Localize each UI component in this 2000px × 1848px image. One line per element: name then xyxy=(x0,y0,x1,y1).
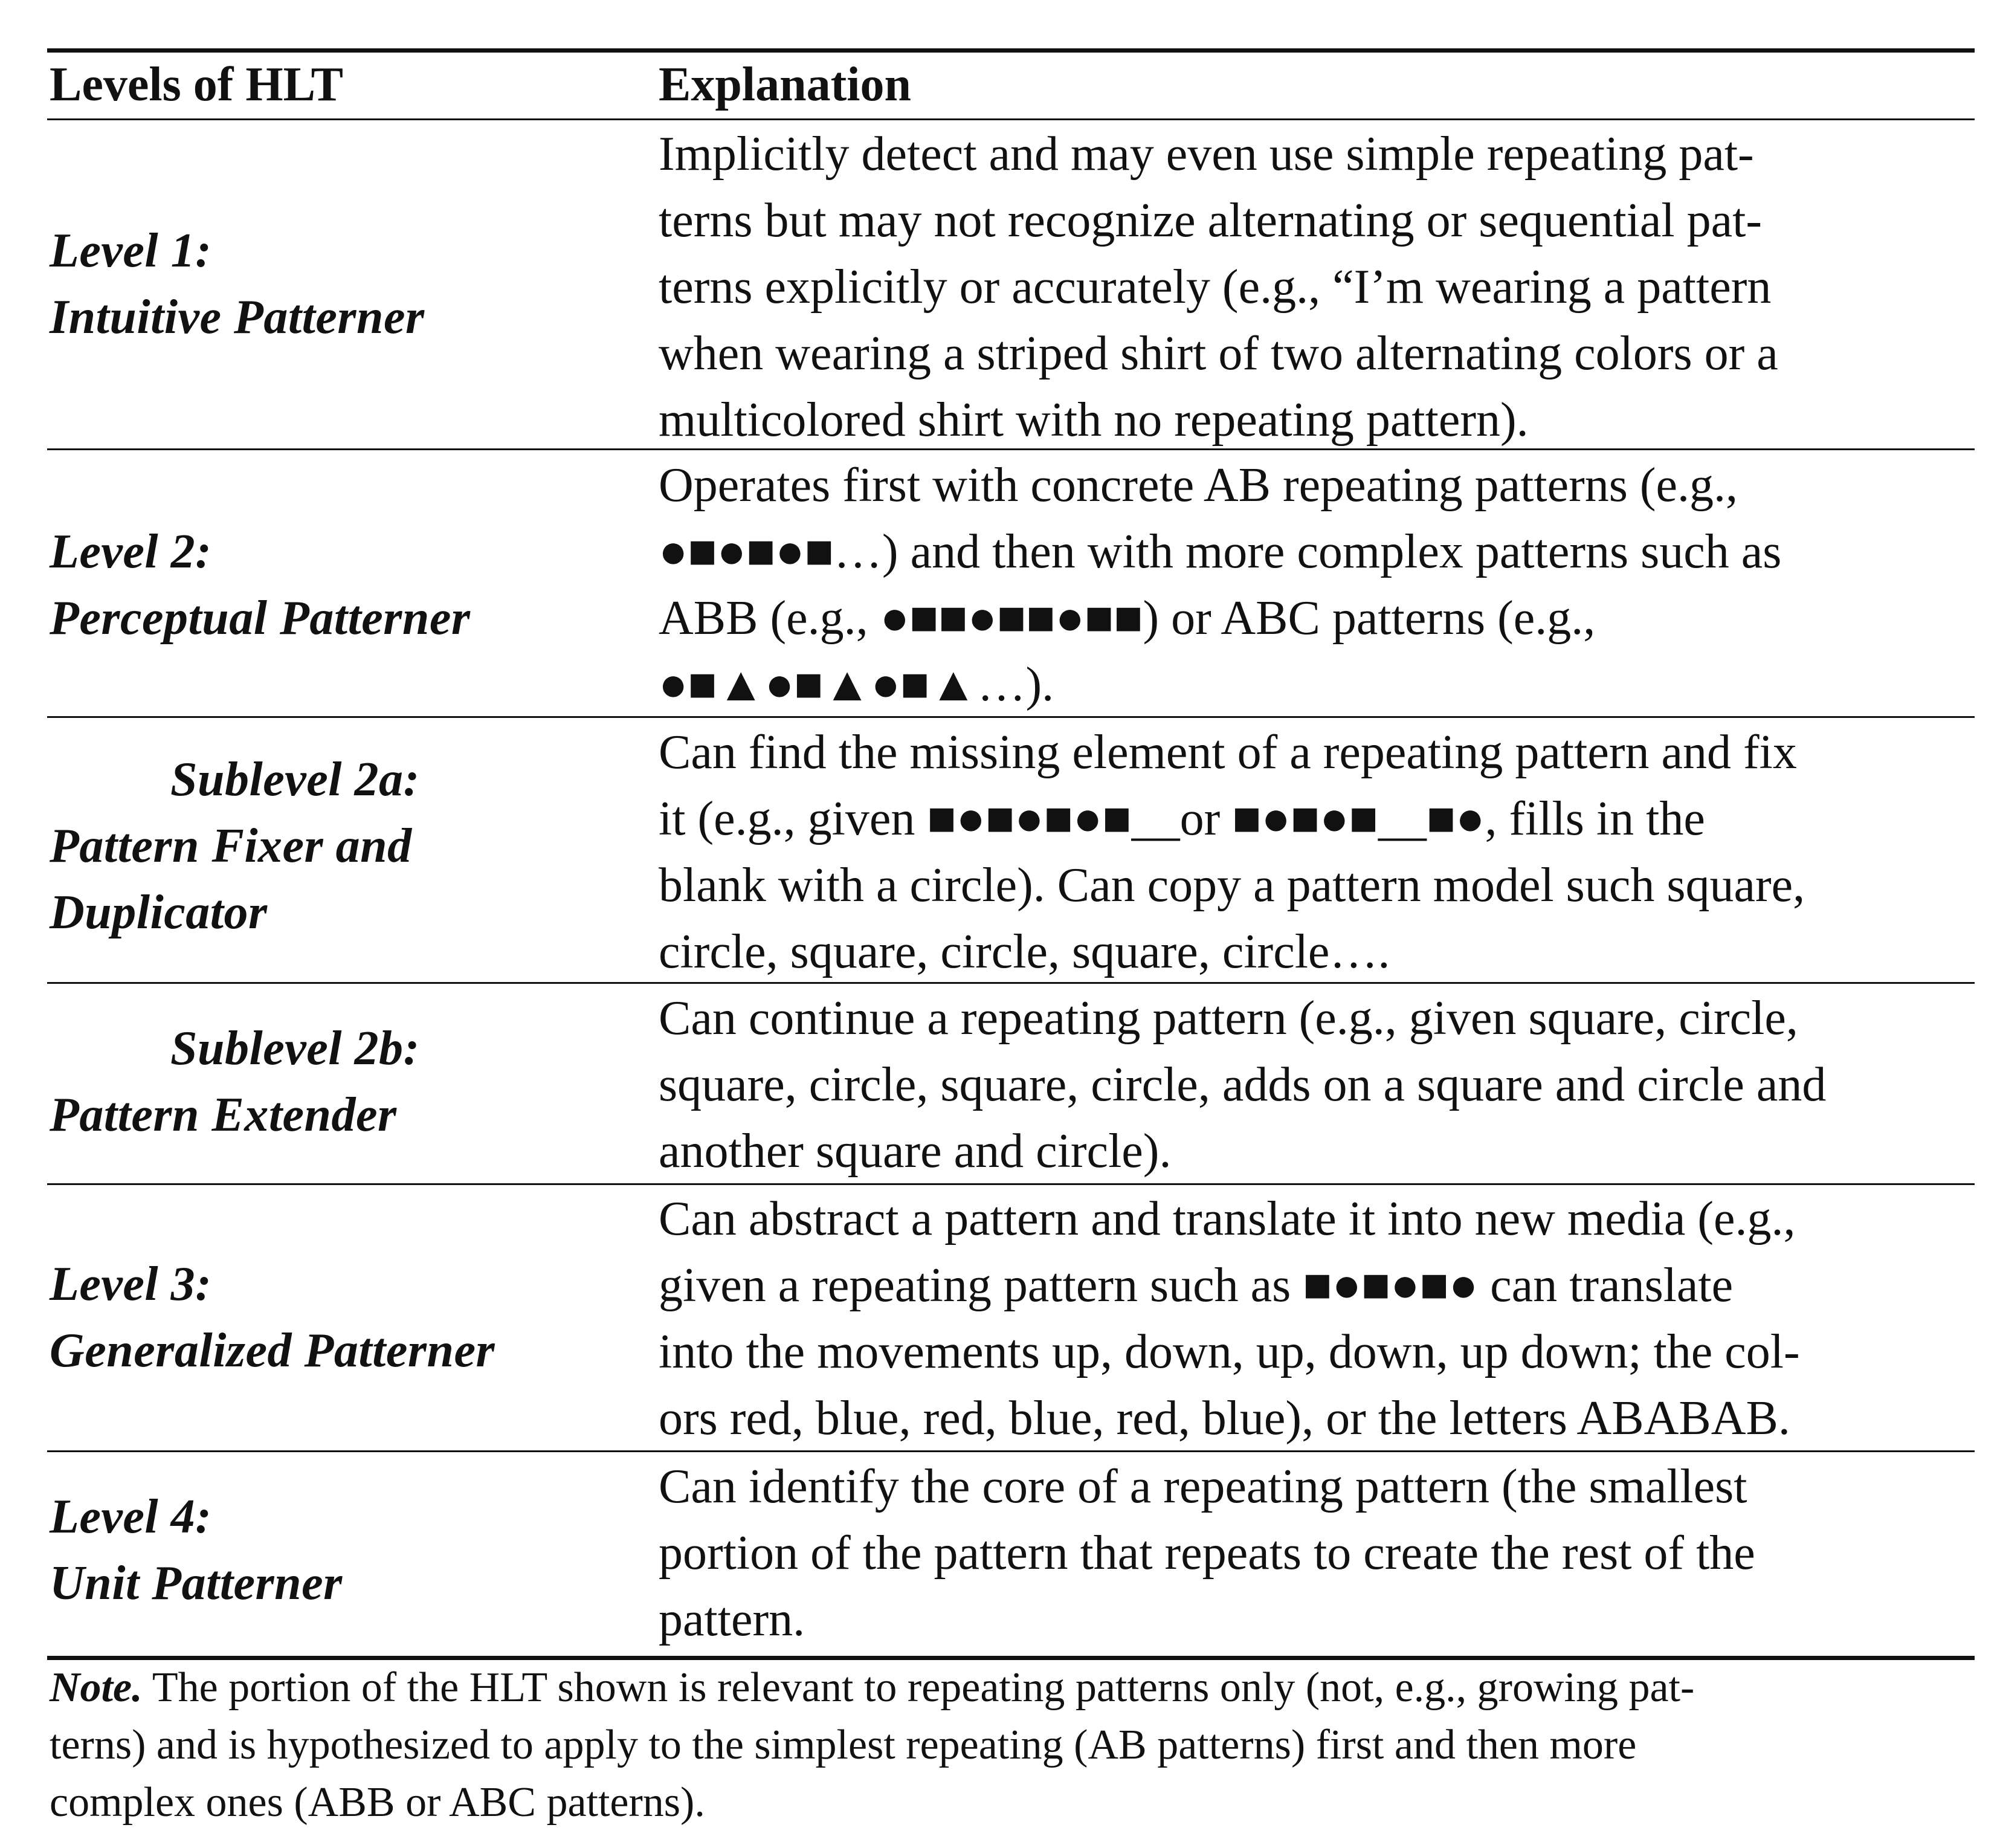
header-explanation xyxy=(659,51,1970,118)
row-1-bottom-rule xyxy=(47,448,1975,450)
note-line-3: complex ones (ABB or ABC patterns). xyxy=(50,1779,705,1826)
expl-line: circle, square, circle, square, circle…. xyxy=(659,925,1390,978)
level-line: Generalized Patterner xyxy=(50,1324,495,1377)
level-1-explanation xyxy=(659,121,1970,453)
expl-line: when wearing a striped shirt of two alternating colors or a xyxy=(659,327,1778,380)
expl-line: terns but may not recognize alternating or sequential pat- xyxy=(659,194,1763,247)
expl-line: Can find the missing element of a repeating pattern and fix xyxy=(659,726,1797,779)
level-line: Pattern Fixer and xyxy=(50,819,412,873)
note-line-1 xyxy=(50,1659,1971,1716)
header-levels xyxy=(50,51,343,118)
expl-line: multicolored shirt with no repeating pattern). xyxy=(659,393,1529,447)
level-line: Perceptual Patterner xyxy=(50,592,471,645)
expl-line: Can identify the core of a repeating pattern (the smallest xyxy=(659,1460,1747,1513)
row-5-bottom-rule xyxy=(47,1450,1975,1452)
header-explanation-text: Explanation xyxy=(659,58,911,111)
expl-line: it (e.g., given ■●■●■●■__or ■●■●■__■●, fills in the xyxy=(659,792,1705,845)
expl-line: square, circle, square, circle, adds on a square and circle and xyxy=(659,1058,1827,1111)
expl-line: Can abstract a pattern and translate it into new media (e.g., xyxy=(659,1192,1796,1245)
sublevel-2b-label xyxy=(50,1015,420,1148)
expl-line: ●■●■●■…) and then with more complex patterns such as xyxy=(659,525,1782,578)
table-note xyxy=(50,1659,1971,1831)
level-line: Level 4: xyxy=(50,1490,212,1543)
expl-line: blank with a circle). Can copy a pattern model such square, xyxy=(659,859,1805,912)
sublevel-2a-label xyxy=(50,746,420,946)
level-line: Level 2: xyxy=(50,525,212,578)
header-bottom-rule xyxy=(47,118,1975,120)
expl-line: Operates first with concrete AB repeating patterns (e.g., xyxy=(659,459,1738,512)
level-2-explanation xyxy=(659,452,1970,718)
level-line: Intuitive Patterner xyxy=(50,291,425,344)
note-text: The portion of the HLT shown is relevant to repeating patterns only (not, e.g., growing pat- xyxy=(142,1664,1695,1711)
level-4-label xyxy=(50,1484,343,1617)
expl-line: pattern. xyxy=(659,1593,805,1646)
expl-line: Can continue a repeating pattern (e.g., given square, circle, xyxy=(659,992,1798,1045)
expl-line: ors red, blue, red, blue, red, blue), or the letters ABABAB. xyxy=(659,1392,1790,1445)
expl-line: ●■▲●■▲●■▲…). xyxy=(659,658,1054,711)
note-label: Note. xyxy=(50,1664,143,1711)
row-3-bottom-rule xyxy=(47,982,1975,984)
level-line: Level 1: xyxy=(50,224,212,277)
level-line: Duplicator xyxy=(50,886,268,939)
expl-line: terns explicitly or accurately (e.g., “I’m wearing a pattern xyxy=(659,260,1772,314)
sublevel-2a-explanation xyxy=(659,719,1970,985)
expl-line: another square and circle). xyxy=(659,1125,1172,1178)
level-2-label xyxy=(50,519,471,651)
level-line: Sublevel 2b: xyxy=(170,1022,420,1075)
expl-line: given a repeating pattern such as ■●■●■● can translate xyxy=(659,1259,1734,1312)
header-levels-text: Levels of HLT xyxy=(50,58,343,111)
level-line: Sublevel 2a: xyxy=(170,753,420,806)
row-2-bottom-rule xyxy=(47,716,1975,718)
level-3-explanation xyxy=(659,1186,1970,1452)
level-4-explanation xyxy=(659,1453,1970,1653)
level-line: Unit Patterner xyxy=(50,1557,343,1610)
expl-line: into the movements up, down, up, down, up down; the col- xyxy=(659,1325,1800,1378)
sublevel-2b-explanation xyxy=(659,985,1970,1184)
level-1-label xyxy=(50,218,425,351)
expl-line: ABB (e.g., ●■■●■■●■■) or ABC patterns (e.g., xyxy=(659,592,1596,645)
level-3-label xyxy=(50,1251,495,1384)
level-line: Level 3: xyxy=(50,1258,212,1311)
row-4-bottom-rule xyxy=(47,1183,1975,1185)
expl-line: portion of the pattern that repeats to create the rest of the xyxy=(659,1527,1755,1580)
note-line-2: terns) and is hypothesized to apply to the simplest repeating (AB patterns) first and then more xyxy=(50,1722,1637,1768)
expl-line: Implicitly detect and may even use simple repeating pat- xyxy=(659,128,1754,181)
level-line: Pattern Extender xyxy=(50,1088,397,1142)
